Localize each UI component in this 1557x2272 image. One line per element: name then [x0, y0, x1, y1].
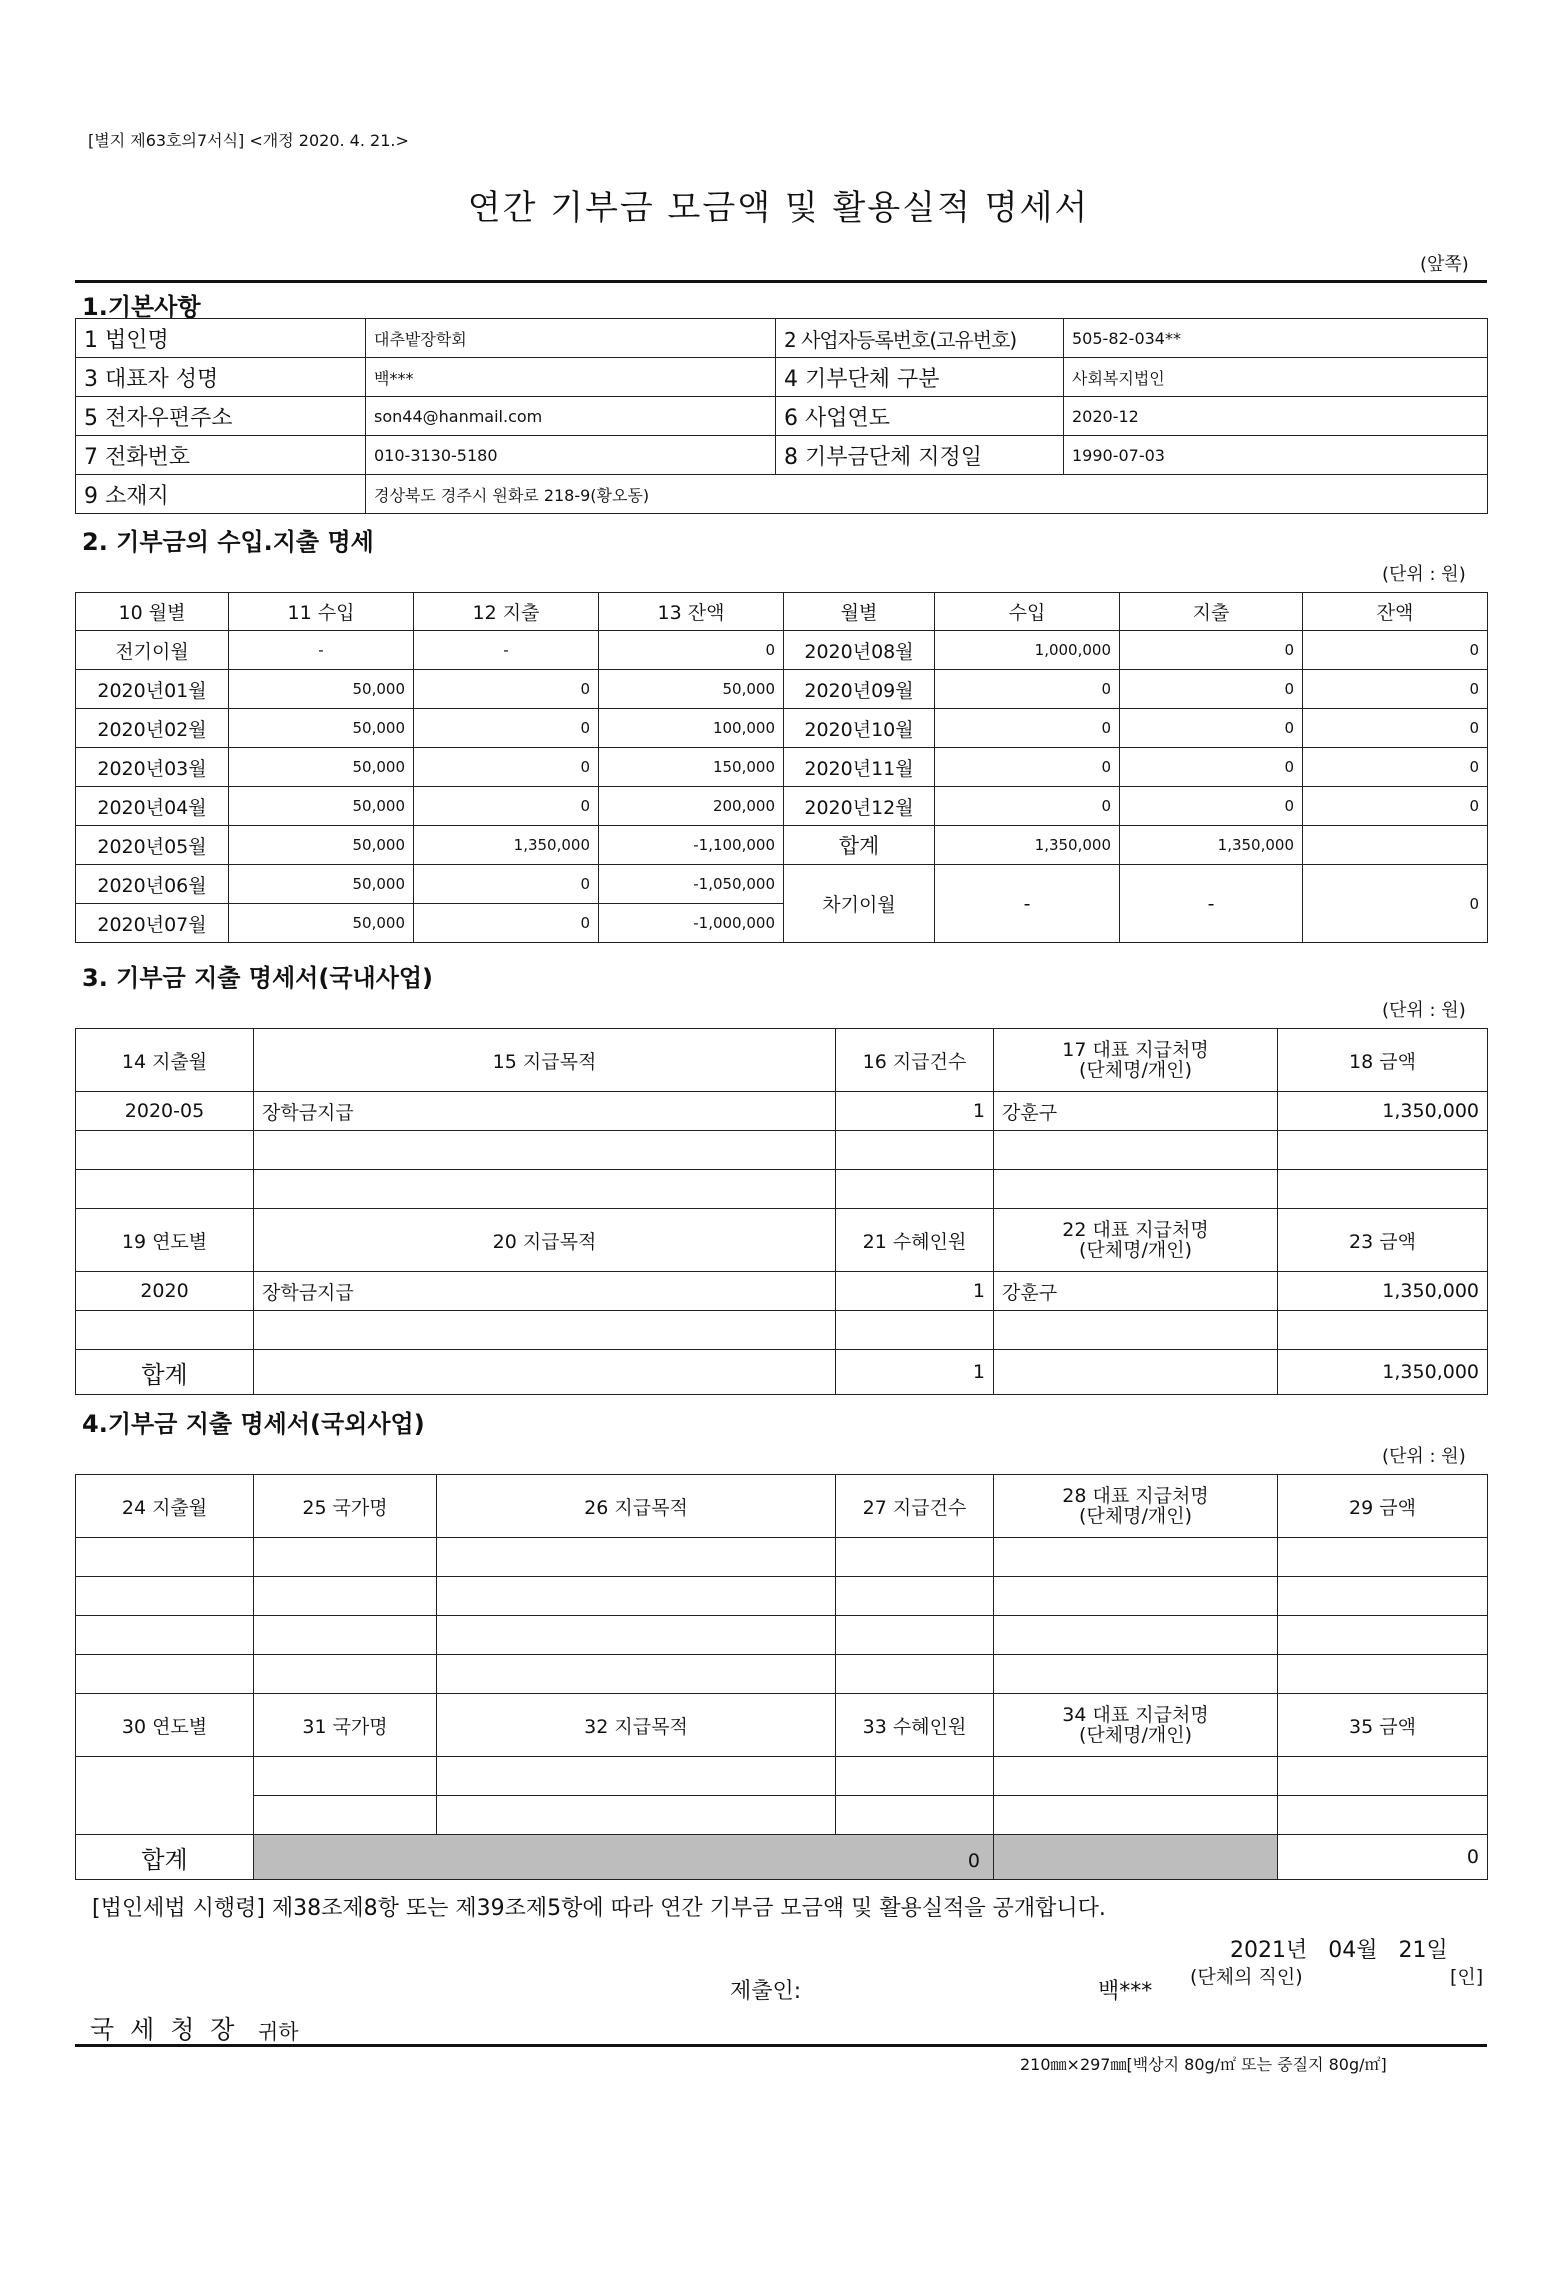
table-row: [76, 787, 1488, 826]
cell-expense: 0: [414, 748, 599, 787]
disclosure-statement: [법인세법 시행령] 제38조제8항 또는 제39조제5항에 따라 연간 기부금 모금액 및 활용실적을 공개합니다.: [92, 1896, 1106, 1921]
cell-month: 2020년10월: [784, 709, 935, 748]
cell-carry-income: -: [935, 865, 1120, 943]
cell-income: 50,000: [229, 865, 414, 904]
cell-payment-purpose: 장학금지급: [254, 1272, 836, 1311]
section2-heading: 2. 기부금의 수입.지출 명세: [82, 528, 374, 556]
cell-expense: -: [414, 631, 599, 670]
cell-expense: 0: [1120, 787, 1303, 826]
table-row: [76, 1796, 1488, 1835]
table-row: [76, 1272, 1488, 1311]
header-payment-count: 27 지급건수: [836, 1475, 994, 1538]
label-address: 9 소재지: [76, 475, 366, 514]
value-address: 경상북도 경주시 원화로 218-9(황오동): [366, 475, 1488, 514]
cell-month: 2020년02월: [76, 709, 229, 748]
header-payment-purpose: 26 지급목적: [437, 1475, 836, 1538]
cell-income: 50,000: [229, 826, 414, 865]
table-row: [76, 709, 1488, 748]
table-row: [76, 1092, 1488, 1131]
cell-income: 50,000: [229, 709, 414, 748]
header-country: 25 국가명: [254, 1475, 437, 1538]
cell-expense: 0: [414, 904, 599, 943]
cell-balance: 0: [1303, 670, 1488, 709]
cell-income: 0: [935, 670, 1120, 709]
cell-expense: 0: [1120, 670, 1303, 709]
cell-total-label: 합계: [784, 826, 935, 865]
overseas-expense-table: [75, 1474, 1488, 1880]
cell-balance: 100,000: [599, 709, 784, 748]
header-main-recipient: 17 대표 지급처명 (단체명/개인): [994, 1029, 1278, 1092]
cell-month: 2020년01월: [76, 670, 229, 709]
cell-balance: -1,050,000: [599, 865, 784, 904]
top-rule: [75, 280, 1487, 283]
header-income: 11 수입: [229, 593, 414, 631]
header-income-2: 수입: [935, 593, 1120, 631]
value-designation-date: 1990-07-03: [1064, 436, 1488, 475]
value-email: son44@hanmail.com: [366, 397, 776, 436]
header-main-recipient: 22 대표 지급처명 (단체명/개인): [994, 1209, 1278, 1272]
cell-income: 1,000,000: [935, 631, 1120, 670]
table-row: [76, 1655, 1488, 1694]
unit-label: (단위 : 원): [1382, 1000, 1466, 1021]
cell-carry-label: 차기이월: [784, 865, 935, 943]
header-payment-purpose: 32 지급목적: [437, 1694, 836, 1757]
cell-total-count: 1: [836, 1350, 994, 1395]
submitter-name: 백***: [1098, 1979, 1153, 2004]
domestic-expense-table: [75, 1028, 1488, 1395]
cell-amount: 1,350,000: [1278, 1092, 1488, 1131]
table-row: [76, 748, 1488, 787]
header-beneficiaries: 33 수혜인원: [836, 1694, 994, 1757]
cell-month: 2020년12월: [784, 787, 935, 826]
cell-payment-purpose: 장학금지급: [254, 1092, 836, 1131]
table-row: [76, 1616, 1488, 1655]
cell-balance: 150,000: [599, 748, 784, 787]
cell-month: 2020년06월: [76, 865, 229, 904]
cell-expense: 1,350,000: [414, 826, 599, 865]
cell-balance: 0: [1303, 631, 1488, 670]
header-country: 31 국가명: [254, 1694, 437, 1757]
recipient: 국 세 청 장: [90, 2015, 239, 2044]
table-row: [76, 1131, 1488, 1170]
header-amount: 35 금액: [1278, 1694, 1488, 1757]
cell-year: 2020: [76, 1272, 254, 1311]
page-title: 연간 기부금 모금액 및 활용실적 명세서: [467, 188, 1090, 228]
header-amount: 18 금액: [1278, 1029, 1488, 1092]
cell-month: 2020년09월: [784, 670, 935, 709]
cell-income: 50,000: [229, 748, 414, 787]
total-row: [76, 1835, 1488, 1880]
cell-balance: 0: [1303, 748, 1488, 787]
income-expense-table: [75, 592, 1488, 943]
label-email: 5 전자우편주소: [76, 397, 366, 436]
cell-shaded: [994, 1835, 1278, 1880]
cell-total-expense: 1,350,000: [1120, 826, 1303, 865]
cell-income: 0: [935, 748, 1120, 787]
cell-balance: 0: [599, 631, 784, 670]
section1-heading: 1.기본사항: [82, 293, 201, 321]
cell-carry-balance: 0: [1303, 865, 1488, 943]
header-year: 19 연도별: [76, 1209, 254, 1272]
cell-expense: 0: [1120, 631, 1303, 670]
header-payment-purpose: 20 지급목적: [254, 1209, 836, 1272]
cell-income: 50,000: [229, 787, 414, 826]
cell-expense: 0: [1120, 748, 1303, 787]
cell-month: 2020년04월: [76, 787, 229, 826]
cell-total-income: 1,350,000: [935, 826, 1120, 865]
value-business-year: 2020-12: [1064, 397, 1488, 436]
value-business-number: 505-82-034**: [1064, 319, 1488, 358]
paper-spec: 210㎜×297㎜[백상지 80g/㎡ 또는 중질지 80g/㎡]: [1020, 2055, 1387, 2074]
cell-total-label: 합계: [76, 1350, 254, 1395]
cell-total-amount: 1,350,000: [1278, 1350, 1488, 1395]
table-row: [76, 1311, 1488, 1350]
label-designation-date: 8 기부금단체 지정일: [776, 436, 1064, 475]
header-month-2: 월별: [784, 593, 935, 631]
header-year: 30 연도별: [76, 1694, 254, 1757]
submitter-label: 제출인:: [730, 1979, 802, 2004]
header-main-recipient: 28 대표 지급처명 (단체명/개인): [994, 1475, 1278, 1538]
table-row: [76, 1170, 1488, 1209]
cell-amount: 1,350,000: [1278, 1272, 1488, 1311]
cell-balance: 0: [1303, 787, 1488, 826]
cell-main-recipient: 강훈구: [994, 1272, 1278, 1311]
value-org-type: 사회복지법인: [1064, 358, 1488, 397]
unit-label: (단위 : 원): [1382, 564, 1466, 585]
cell-expense: 0: [414, 865, 599, 904]
position-label: (단체의 직인): [1190, 1966, 1303, 1988]
header-balance-2: 잔액: [1303, 593, 1488, 631]
header-balance: 13 잔액: [599, 593, 784, 631]
cell-month: 2020년03월: [76, 748, 229, 787]
submission-date: 2021년 04월 21일: [1230, 1938, 1448, 1963]
total-row: [76, 1350, 1488, 1395]
header-month: 10 월별: [76, 593, 229, 631]
overseas-total-count: 0: [967, 1850, 980, 1872]
cell-balance: 50,000: [599, 670, 784, 709]
cell-balance: 200,000: [599, 787, 784, 826]
label-org-type: 4 기부단체 구분: [776, 358, 1064, 397]
table-row: [76, 1757, 1488, 1796]
label-representative: 3 대표자 성명: [76, 358, 366, 397]
cell-expense: 0: [414, 787, 599, 826]
section4-heading: 4.기부금 지출 명세서(국외사업): [82, 1410, 425, 1438]
section3-heading: 3. 기부금 지출 명세서(국내사업): [82, 964, 434, 992]
cell-main-recipient: 강훈구: [994, 1092, 1278, 1131]
cell-income: -: [229, 631, 414, 670]
table-row: [76, 826, 1488, 865]
value-representative: 백***: [366, 358, 776, 397]
cell-income: 0: [935, 709, 1120, 748]
cell-balance: -1,000,000: [599, 904, 784, 943]
cell-expense-month: 2020-05: [76, 1092, 254, 1131]
cell-income: 50,000: [229, 670, 414, 709]
header-payment-count: 16 지급건수: [836, 1029, 994, 1092]
value-corp-name: 대추밭장학회: [366, 319, 776, 358]
side-label: (앞쪽): [1420, 254, 1469, 275]
cell-beneficiaries: 1: [836, 1272, 994, 1311]
cell-payment-count: 1: [836, 1092, 994, 1131]
header-expense: 12 지출: [414, 593, 599, 631]
cell-expense: 0: [414, 709, 599, 748]
form-number: [별지 제63호의7서식] <개정 2020. 4. 21.>: [88, 131, 409, 150]
cell-expense: 0: [414, 670, 599, 709]
cell-total-label: 합계: [76, 1835, 254, 1880]
bottom-rule: [75, 2044, 1487, 2047]
cell-balance: -1,100,000: [599, 826, 784, 865]
basic-info-table: [75, 318, 1488, 514]
label-corp-name: 1 법인명: [76, 319, 366, 358]
cell-balance: 0: [1303, 709, 1488, 748]
value-phone: 010-3130-5180: [366, 436, 776, 475]
label-business-year: 6 사업연도: [776, 397, 1064, 436]
cell-expense: 0: [1120, 709, 1303, 748]
header-expense-month: 14 지출월: [76, 1029, 254, 1092]
table-row: [76, 1538, 1488, 1577]
cell-total-balance: [1303, 826, 1488, 865]
header-main-recipient: 34 대표 지급처명 (단체명/개인): [994, 1694, 1278, 1757]
cell-month: 전기이월: [76, 631, 229, 670]
header-expense-month: 24 지출월: [76, 1475, 254, 1538]
cell-month: 2020년11월: [784, 748, 935, 787]
cell-month: 2020년08월: [784, 631, 935, 670]
label-business-number: 2 사업자등록번호(고유번호): [776, 319, 1064, 358]
table-row: [76, 865, 1488, 904]
table-row: [76, 631, 1488, 670]
header-amount: 23 금액: [1278, 1209, 1488, 1272]
cell-carry-expense: -: [1120, 865, 1303, 943]
table-row: [76, 1577, 1488, 1616]
header-beneficiaries: 21 수혜인원: [836, 1209, 994, 1272]
label-phone: 7 전화번호: [76, 436, 366, 475]
table-row: [76, 670, 1488, 709]
cell-income: 50,000: [229, 904, 414, 943]
unit-label: (단위 : 원): [1382, 1446, 1466, 1467]
header-payment-purpose: 15 지급목적: [254, 1029, 836, 1092]
header-amount: 29 금액: [1278, 1475, 1488, 1538]
header-expense-2: 지출: [1120, 593, 1303, 631]
cell-total-amount: 0: [1278, 1835, 1488, 1880]
cell-month: 2020년05월: [76, 826, 229, 865]
seal-mark: [인]: [1450, 1966, 1484, 1988]
recipient-honorific: 귀하: [258, 2020, 299, 2044]
cell-month: 2020년07월: [76, 904, 229, 943]
cell-income: 0: [935, 787, 1120, 826]
